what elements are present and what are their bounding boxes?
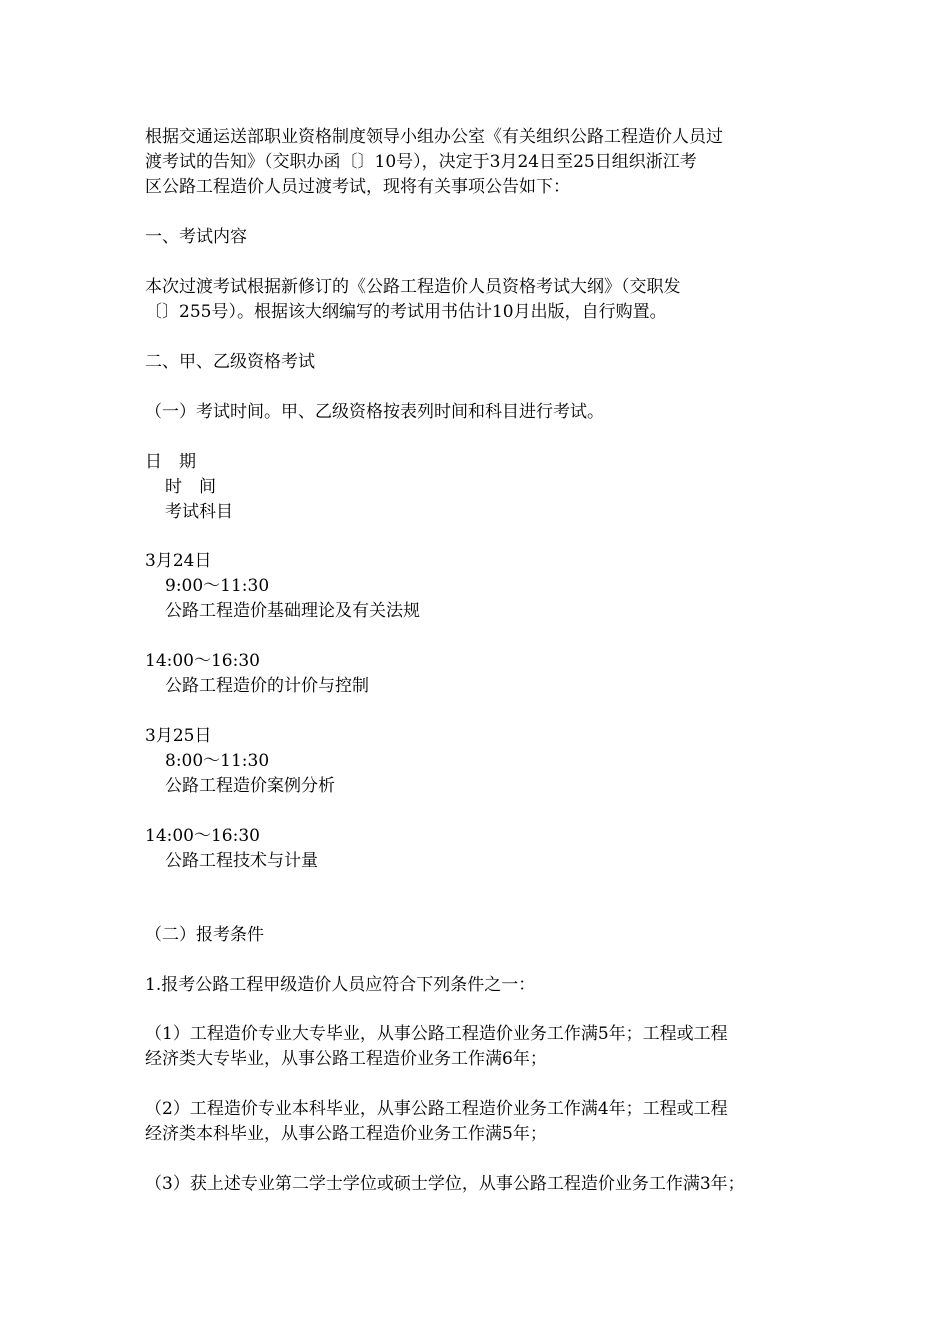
sub2-title: （二）报考条件 [145, 925, 264, 945]
conditions-intro: 1.报考公路工程甲级造价人员应符合下列条件之一： [145, 975, 536, 995]
schedule-header-date: 日 期 [145, 452, 196, 472]
section1-title: 一、考试内容 [145, 227, 247, 247]
sub1-title: （一）考试时间。甲、乙级资格按表列时间和科目进行考试。 [145, 402, 604, 422]
schedule-day1-subject1: 公路工程造价基础理论及有关法规 [165, 601, 420, 621]
schedule-header-subject: 考试科目 [165, 502, 233, 522]
section1-body: 本次过渡考试根据新修订的《公路工程造价人员资格考试大纲》（交职发 〔〕255号）。根据该大纲编写的考试用书估计10月出版，自行购置。 [145, 277, 681, 322]
condition-1: （1）工程造价专业大专毕业，从事公路工程造价业务工作满5年；工程或工程 经济类大专毕业，从事公路工程造价业务工作满6年； [145, 1024, 728, 1069]
schedule-day2-time1: 8:00～11:30 [165, 751, 270, 771]
schedule-day2-date: 3月25日 [145, 726, 212, 746]
section2-title: 二、甲、乙级资格考试 [145, 352, 315, 372]
schedule-day1-time1: 9:00～11:30 [165, 576, 270, 596]
intro-paragraph: 根据交通运送部职业资格制度领导小组办公室《有关组织公路工程造价人员过 渡考试的告知》（交职办函〔〕10号），决定于3月24日至25日组织浙江考 区公路工程造价人员过渡考试，现将有关事项公告如下： [145, 127, 723, 197]
condition-2: （2）工程造价专业本科毕业，从事公路工程造价业务工作满4年；工程或工程 经济类本科毕业，从事公路工程造价业务工作满5年； [145, 1099, 728, 1144]
schedule-day2-subject2: 公路工程技术与计量 [165, 851, 318, 871]
schedule-day2-subject1: 公路工程造价案例分析 [165, 776, 335, 796]
condition-3: （3）获上述专业第二学士学位或硕士学位，从事公路工程造价业务工作满3年； [145, 1174, 745, 1194]
schedule-day1-date: 3月24日 [145, 551, 212, 571]
schedule-day1-time2: 14:00～16:30 [145, 651, 260, 671]
schedule-header-time: 时 间 [165, 477, 216, 497]
schedule-day2-time2: 14:00～16:30 [145, 826, 260, 846]
schedule-day1-subject2: 公路工程造价的计价与控制 [165, 676, 369, 696]
